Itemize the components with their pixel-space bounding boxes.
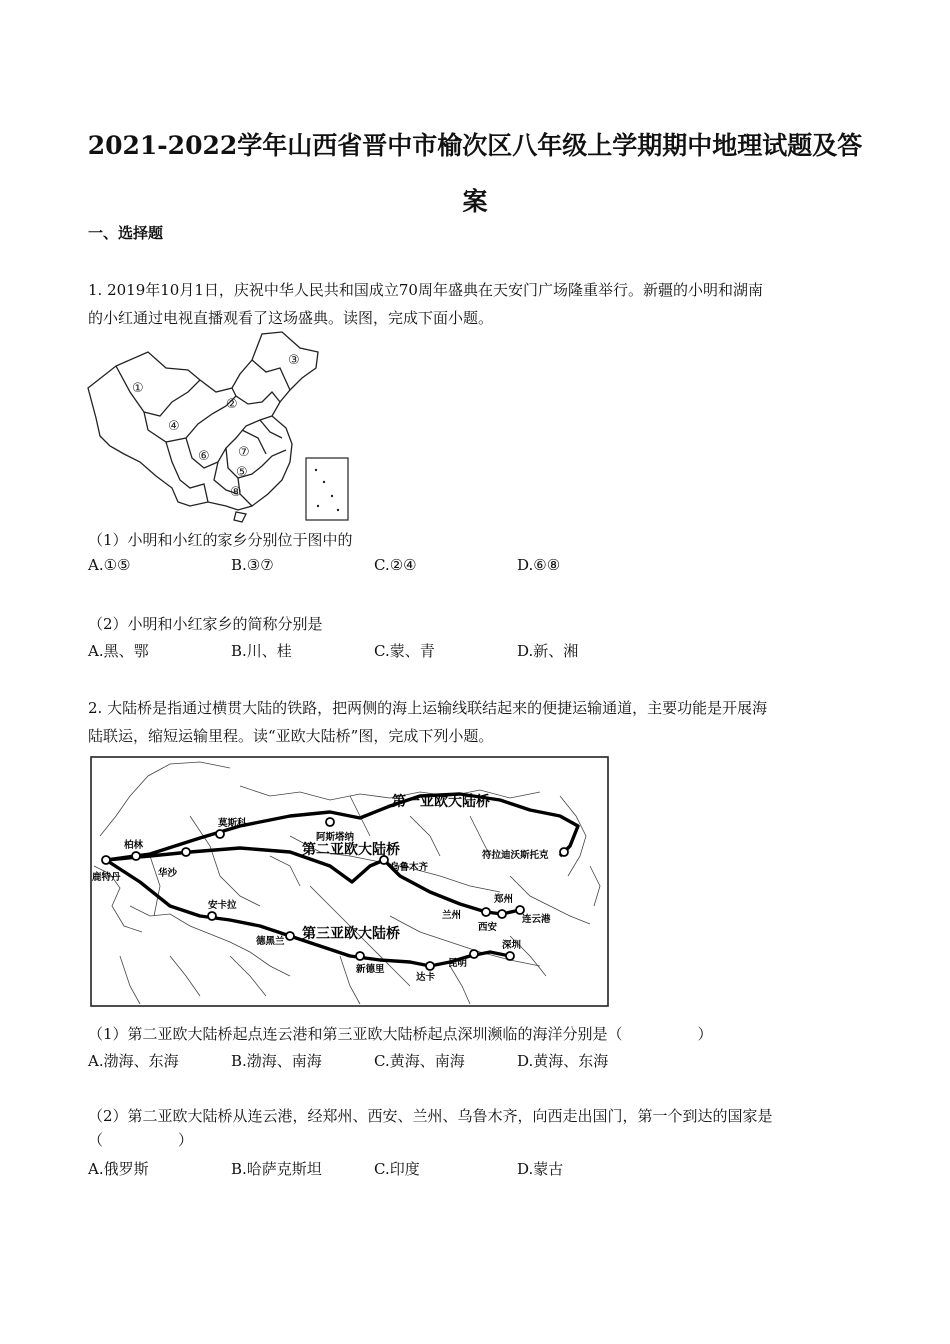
map-label-3: ③ [288,353,300,368]
city-berlin: 柏林 [124,840,144,851]
city-tehran: 德黑兰 [256,936,285,947]
q2-sub2-text [88,1104,858,1152]
option-d[interactable]: D.黄海、东海 [517,1052,609,1070]
q2-sub1-text: （1）第二亚欧大陆桥起点连云港和第三亚欧大陆桥起点深圳濒临的海洋分别是（ ） [88,1025,713,1043]
option-c[interactable]: C.黄海、南海 [374,1052,465,1070]
q2-sub2-line-1: （2）第二亚欧大陆桥从连云港，经郑州、西安、兰州、乌鲁木齐，向西走出国门，第一个到达的国家是 [88,1107,773,1125]
option-a[interactable]: A.渤海、东海 [88,1052,179,1070]
q1-sub1-options [88,556,808,580]
option-d[interactable]: D.蒙古 [517,1160,564,1178]
title-line-2: 案 [462,187,488,216]
option-b[interactable]: B.③⑦ [231,556,274,574]
option-a[interactable]: A.黑、鄂 [88,642,149,660]
bridge-1-label: 第一亚欧大陆桥 [392,794,490,810]
option-c[interactable]: C.②④ [374,556,417,574]
q2-stem-line-2: 陆联运，缩短运输里程。读“亚欧大陆桥”图，完成下列小题。 [88,727,494,745]
q2-sub2-line-2: （ ） [88,1131,194,1149]
city-shenzhen: 深圳 [502,940,522,951]
title-line-1: 2021-2022学年山西省晋中市榆次区八年级上学期期中地理试题及答 [87,131,863,160]
option-d[interactable]: D.⑥⑧ [517,556,561,574]
section-heading: 一、选择题 [88,224,164,242]
city-ankara: 安卡拉 [208,900,237,911]
q1-sub2-options [88,640,808,664]
q1-sub2-text: （2）小明和小红家乡的简称分别是 [88,615,323,633]
option-b[interactable]: B.川、桂 [231,642,292,660]
map-label-6: ⑥ [198,449,210,464]
map-label-2: ② [226,397,238,412]
q2-sub1-options [88,1050,808,1074]
city-xian: 西安 [478,922,498,933]
city-kunming: 昆明 [448,958,468,969]
eurasia-bridge-map [90,756,610,1008]
document-title [70,118,880,230]
city-zhengzhou: 郑州 [494,894,514,905]
q1-sub1-text: （1）小明和小红的家乡分别位于图中的 [88,531,353,549]
option-b[interactable]: B.渤海、南海 [231,1052,322,1070]
city-rotterdam: 鹿特丹 [92,872,121,883]
option-c[interactable]: C.蒙、青 [374,642,435,660]
q1-stem [88,276,858,332]
city-vladivostok: 符拉迪沃斯托克 [482,850,549,861]
china-map [86,330,354,526]
map-label-8: ⑧ [230,485,242,500]
q1-stem-line-2: 的小红通过电视直播观看了这场盛典。读图，完成下面小题。 [88,309,494,327]
city-lanzhou: 兰州 [442,910,462,921]
option-c[interactable]: C.印度 [374,1160,420,1178]
city-moscow: 莫斯科 [218,818,247,829]
city-urumqi: 乌鲁木齐 [390,862,429,873]
map-label-1: ① [132,381,144,396]
q2-stem [88,694,858,750]
q1-stem-line-1: 1. 2019年10月1日，庆祝中华人民共和国成立70周年盛典在天安门广场隆重举行。新疆的小明和湖南 [88,281,763,299]
bridge-3-label: 第三亚欧大陆桥 [302,926,400,942]
map-label-7: ⑦ [238,445,250,460]
q2-stem-line-1: 2. 大陆桥是指通过横贯大陆的铁路，把两侧的海上运输线联结起来的便捷运输通道，主要功能是开展海 [88,699,768,717]
city-astana: 阿斯塔纳 [316,832,355,843]
bridge-2-label: 第二亚欧大陆桥 [302,842,400,858]
option-a[interactable]: A.俄罗斯 [88,1160,149,1178]
option-d[interactable]: D.新、湘 [517,642,579,660]
city-warsaw: 华沙 [158,868,178,879]
option-b[interactable]: B.哈萨克斯坦 [231,1160,322,1178]
city-dhaka: 达卡 [416,972,436,983]
city-delhi: 新德里 [356,964,385,975]
q2-sub2-options [88,1158,808,1182]
option-a[interactable]: A.①⑤ [88,556,131,574]
map-label-5: ⑤ [236,465,248,480]
map-label-4: ④ [168,419,180,434]
city-lianyungang: 连云港 [522,914,551,925]
